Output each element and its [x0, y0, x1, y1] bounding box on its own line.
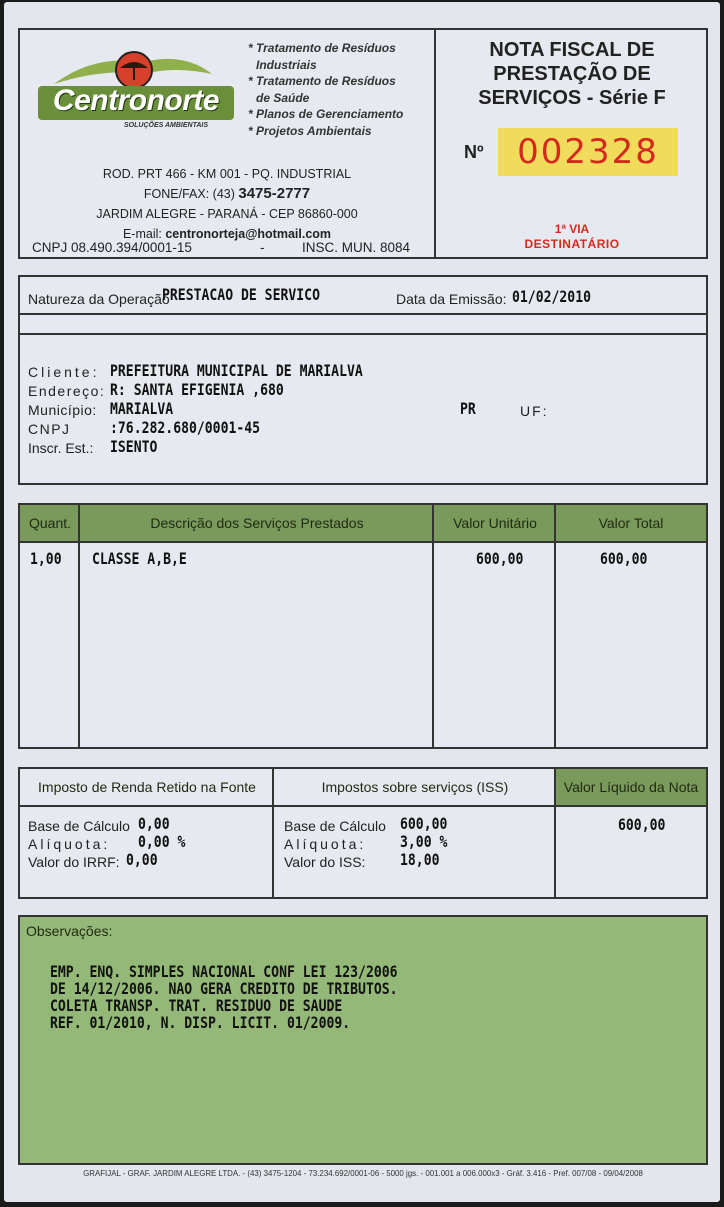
header-irrf: Imposto de Renda Retido na Fonte — [38, 779, 256, 795]
table-row — [20, 549, 706, 573]
inscr-value: ISENTO — [110, 437, 158, 456]
service-item: * Projetos Ambientais — [248, 123, 372, 138]
observation-line: REF. 01/2010, N. DISP. LICIT. 01/2009. — [50, 1013, 351, 1032]
email-label: E-mail: — [122, 227, 162, 241]
taxes-box — [18, 767, 708, 899]
valor-liquido: 600,00 — [618, 815, 666, 834]
data-emissao-value: 01/02/2010 — [512, 287, 591, 306]
client-box — [18, 275, 708, 485]
observations-text — [50, 963, 474, 1031]
inscr-label: Inscr. Est.: — [28, 440, 94, 456]
company-logo — [34, 44, 234, 134]
client-values — [110, 361, 418, 456]
header-descricao: Descrição dos Serviços Prestados — [150, 515, 364, 531]
row-valor-total: 600,00 — [600, 549, 648, 568]
number-label: Nº — [464, 142, 484, 162]
printer-footer: GRAFIJAL - GRAF. JARDIM ALEGRE LTDA. - (43) 3475-1204 - 73.234.692/0001-06 - 5000 jgs. - 001.001 a 006.000x3 - Gráf. 3.416 - Pref. 007/08 - 09/04/2008 — [83, 1168, 643, 1178]
header-valor-unitario: Valor Unitário — [453, 515, 537, 531]
irrf-base: 0,00 — [138, 814, 170, 833]
irrf-base-label: Base de Cálculo — [28, 818, 130, 834]
services-table — [18, 503, 708, 749]
service-item: * Planos de Gerenciamento — [248, 107, 404, 121]
insc-mun: INSC. MUN. 8084 — [302, 240, 411, 255]
address-line: ROD. PRT 466 - KM 001 - PQ. INDUSTRIAL — [102, 167, 352, 181]
iss-base-label: Base de Cálculo — [284, 818, 386, 834]
city-line: JARDIM ALEGRE - PARANÁ - CEP 86860-000 — [96, 207, 358, 221]
invoice-title — [436, 38, 708, 110]
iss-valor: 18,00 — [400, 850, 440, 869]
irrf-valor: 0,00 — [126, 850, 158, 869]
iss-base: 600,00 — [400, 814, 448, 833]
cliente-label: Cliente: — [28, 364, 100, 380]
endereco-value: R: SANTA EFIGENIA ,680 — [110, 380, 284, 399]
service-item: * Tratamento de Resíduos — [248, 41, 396, 55]
irrf-aliquota: 0,00 % — [138, 832, 186, 851]
service-item: * Tratamento de Resíduos — [248, 74, 396, 88]
municipio-value: MARIALVA — [110, 399, 174, 418]
logo-tagline: SOLUÇÕES AMBIENTAIS — [124, 122, 209, 129]
company-address — [20, 164, 434, 244]
data-emissao-label: Data da Emissão: — [396, 291, 507, 307]
cnpj-label: CNPJ — [28, 421, 71, 437]
endereco-label: Endereço: — [28, 383, 106, 399]
invoice-number: 002328 — [498, 128, 678, 176]
email-value: centronorteja@hotmail.com — [165, 227, 332, 241]
header-quant: Quant. — [28, 515, 72, 531]
irrf-aliquota-label: Alíquota: — [28, 836, 111, 852]
natureza-value: PRESTACAO DE SERVICO — [162, 285, 320, 304]
row-descricao: CLASSE A,B,E — [92, 549, 187, 568]
phone-line — [20, 184, 434, 204]
via-destinatario: DESTINATÁRIO — [524, 237, 620, 251]
invoice-paper — [4, 2, 720, 1202]
observations-box — [18, 915, 708, 1165]
title-line2: PRESTAÇÃO DE — [493, 63, 651, 85]
header-iss: Impostos sobre serviços (ISS) — [321, 779, 509, 795]
uf-label: UF: — [520, 403, 549, 419]
row-quant: 1,00 — [30, 549, 62, 568]
header-valor-total: Valor Total — [598, 515, 664, 531]
iss-valor-label: Valor do ISS: — [284, 854, 366, 870]
service-item: Industriais — [256, 57, 317, 72]
row-valor-unitario: 600,00 — [476, 549, 524, 568]
irrf-values — [126, 814, 196, 869]
separator: - — [260, 240, 265, 255]
phone-prefix: FONE/FAX: (43) — [143, 187, 235, 201]
title-line1: NOTA FISCAL DE — [489, 39, 655, 61]
observation-line: EMP. ENQ. SIMPLES NACIONAL CONF LEI 123/2006 — [50, 962, 398, 981]
observation-line: DE 14/12/2006. NAO GERA CREDITO DE TRIBUTOS. — [50, 979, 398, 998]
observations-label: Observações: — [26, 923, 113, 939]
iss-aliquota-label: Alíquota: — [284, 836, 367, 852]
irrf-valor-label: Valor do IRRF: — [28, 854, 120, 870]
logo-text: Centronorte — [52, 84, 220, 117]
table-header — [20, 505, 706, 541]
iss-labels — [284, 817, 386, 871]
client-labels — [28, 363, 105, 458]
iss-aliquota: 3,00 % — [400, 832, 448, 851]
cnpj-value: :76.282.680/0001-45 — [110, 418, 261, 437]
via-label: 1ª VIA — [554, 222, 590, 236]
natureza-label: Natureza da Operação — [28, 291, 170, 307]
uf-value: PR — [460, 399, 476, 418]
phone-number: 3475-2777 — [238, 185, 311, 202]
header-liquido: Valor Líquido da Nota — [563, 779, 699, 795]
services-list — [248, 40, 438, 139]
municipio-label: Município: — [28, 402, 97, 418]
title-line3: SERVIÇOS - Série F — [478, 87, 666, 109]
iss-values — [400, 815, 458, 869]
observation-line: COLETA TRANSP. TRAT. RESIDUO DE SAUDE — [50, 996, 343, 1015]
irrf-labels — [28, 817, 130, 871]
cliente-value: PREFEITURA MUNICIPAL DE MARIALVA — [110, 361, 363, 380]
company-cnpj: CNPJ 08.490.394/0001-15 — [32, 240, 192, 255]
service-item: de Saúde — [256, 90, 310, 105]
header-box — [18, 28, 708, 259]
